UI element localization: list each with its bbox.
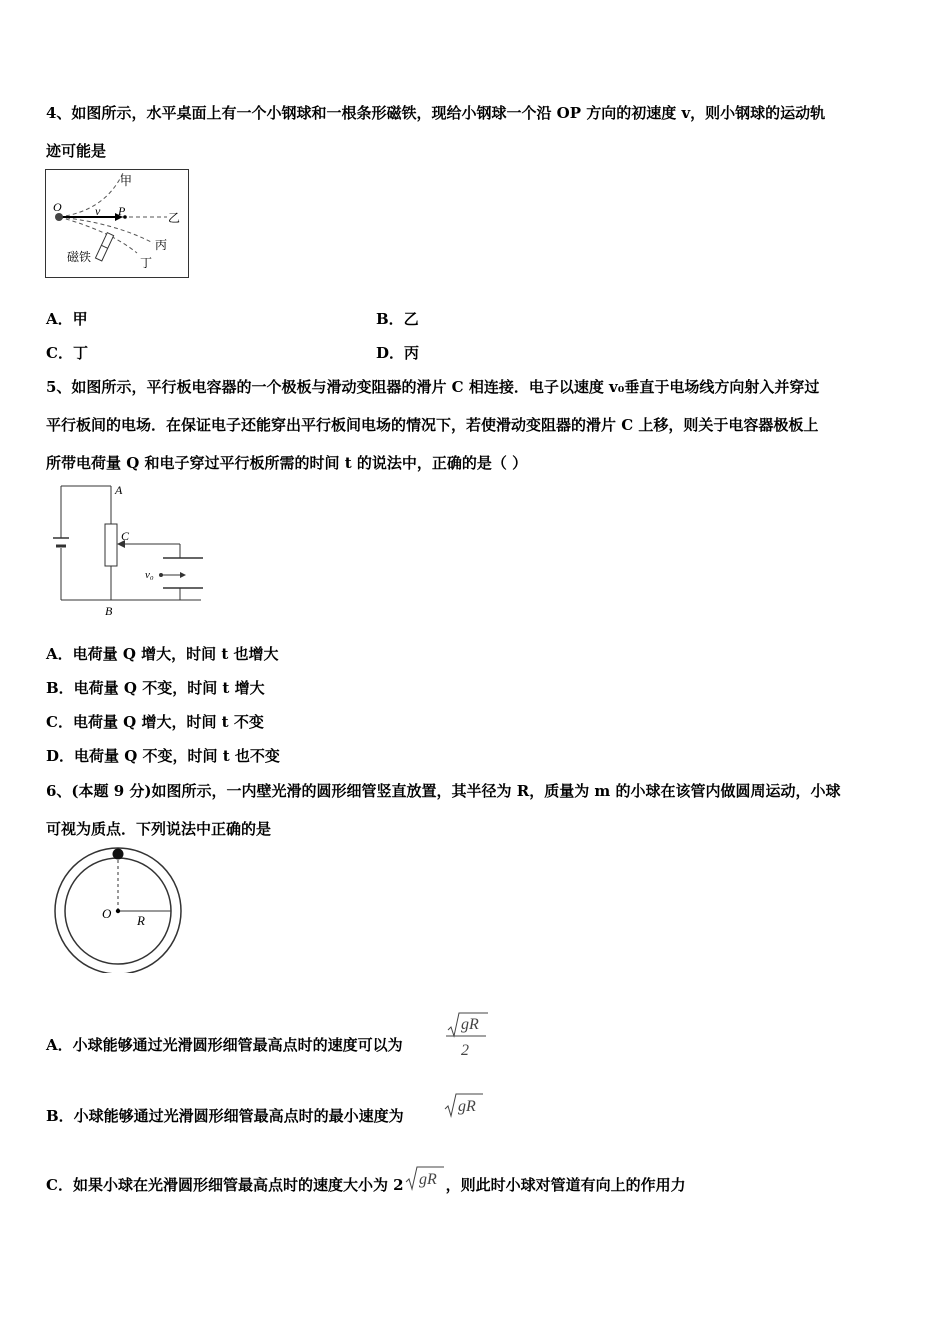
q5-electron (159, 573, 163, 577)
q4-label-o: O (53, 200, 62, 214)
q5-rheostat (105, 524, 117, 566)
q5-label-c: C (121, 529, 130, 543)
q6-option-c[interactable] (46, 1164, 686, 1195)
q4-label-ding: 丁 (140, 256, 153, 270)
q5-figure (45, 478, 210, 618)
q6-option-c-sqrt (404, 1164, 446, 1194)
q4-figure (45, 169, 190, 279)
q4-label-v: v (95, 204, 101, 218)
q4-label-bing: 丙 (155, 238, 168, 252)
q6-option-a-fraction (444, 1010, 488, 1064)
q6-label-r: R (137, 913, 145, 928)
q4-stem-line2: 迹可能是 (46, 142, 107, 160)
q5-stem-line3: 所带电荷量 Q 和电子穿过平行板所需的时间 t 的说法中，正确的是（ ） (46, 454, 528, 472)
q5-option-c[interactable]: C．电荷量 Q 增大，时间 t 不变 (46, 713, 264, 731)
q4-label-yi: 乙 (168, 211, 181, 225)
q5-option-a[interactable]: A．电荷量 Q 增大，时间 t 也增大 (46, 645, 279, 663)
q6-option-a-fraction-svg (444, 1010, 488, 1060)
q4-bar-magnet (95, 233, 113, 261)
q4-option-b[interactable]: B．乙 (376, 310, 419, 328)
q4-option-c[interactable]: C．丁 (46, 344, 88, 362)
q4-label-jia: 甲 (120, 174, 133, 188)
q4-stem-line1: 4、如图所示，水平桌面上有一个小钢球和一根条形磁铁，现给小钢球一个沿 OP 方向的初速度 v，则小钢球的运动轨 (46, 104, 826, 122)
q6-stem-line1: 6、(本题 9 分)如图所示，一内壁光滑的圆形细管竖直放置，其半径为 R，质量为 m 的小球在该管内做圆周运动，小球 (46, 782, 841, 800)
q6-option-a[interactable]: A．小球能够通过光滑圆形细管最高点时的速度可以为 (46, 1036, 403, 1054)
q6-option-a-denominator: 2 (461, 1042, 469, 1059)
q6-option-c-text1: C．如果小球在光滑圆形细管最高点时的速度大小为 2 (46, 1176, 404, 1194)
q5-electron-arrowhead (180, 572, 186, 578)
q5-label-b: B (105, 604, 113, 618)
q5-option-b[interactable]: B．电荷量 Q 不变，时间 t 增大 (46, 679, 265, 697)
q4-option-d[interactable]: D．丙 (376, 344, 420, 362)
q5-label-a: A (115, 483, 123, 497)
q5-stem-line2: 平行板间的电场．在保证电子还能穿出平行板间电场的情况下，若使滑动变阻器的滑片 C 上移，则关于电容器极板上 (46, 416, 819, 434)
q6-label-o: O (102, 906, 112, 921)
q5-option-d[interactable]: D．电荷量 Q 不变，时间 t 也不变 (46, 747, 280, 765)
q4-steel-ball (55, 213, 63, 221)
q6-option-b[interactable]: B．小球能够通过光滑圆形细管最高点时的最小速度为 (46, 1107, 404, 1125)
q4-label-magnet: 磁铁 (67, 250, 92, 264)
q5-stem-line1: 5、如图所示，平行板电容器的一个极板与滑动变阻器的滑片 C 相连接．电子以速度 v₀垂直于电场线方向射入并穿过 (46, 378, 820, 396)
q6-option-c-text2: ，则此时小球对管道有向上的作用力 (445, 1176, 686, 1194)
q4-trajectory-jia (59, 173, 123, 217)
q5-label-v0: v₀ (145, 569, 154, 581)
q4-option-a[interactable]: A．甲 (46, 310, 88, 328)
q6-option-c-radicand: gR (418, 1171, 437, 1188)
q6-ball (113, 849, 124, 860)
q6-stem-line2: 可视为质点．下列说法中正确的是 (46, 820, 272, 838)
q6-option-a-numerator: gR (461, 1016, 479, 1033)
q6-option-b-sqrt (443, 1091, 485, 1121)
q6-center-point (116, 909, 120, 913)
q6-option-b-radicand: gR (458, 1098, 476, 1115)
q4-label-p: P (118, 204, 126, 218)
q6-figure (50, 845, 186, 973)
q4-trajectory-ding (59, 217, 137, 253)
